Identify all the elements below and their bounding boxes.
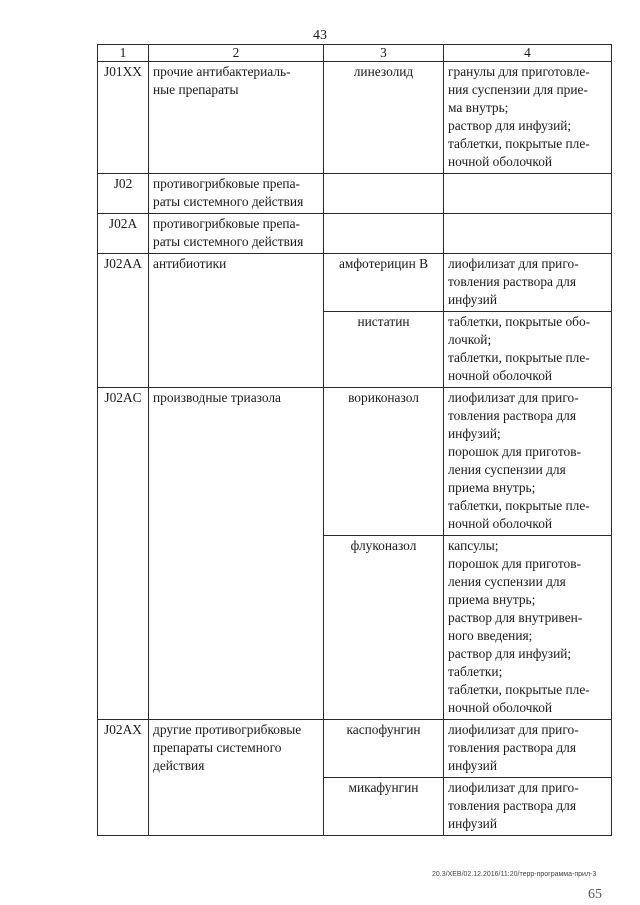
dosage-form-cell: гранулы для приготовле- ния суспензии для прие- ма внутрь; раствор для инфузий; таблетки, покрытые пле- ночной оболочкой xyxy=(444,62,612,174)
dosage-form-cell: лиофилизат для приго- товления раствора для инфузий xyxy=(444,720,612,778)
table-row xyxy=(98,388,612,536)
drug-name-cell: флуконазол xyxy=(324,536,444,720)
group-name-cell: производные триазола xyxy=(149,388,324,720)
drug-table xyxy=(97,44,612,836)
footer-reference: 20.3/ХЕВ/02.12.2016/11:20/терр-программа-прил-3 xyxy=(432,871,597,878)
header-cell: 4 xyxy=(444,45,612,62)
drug-name-cell: каспофунгин xyxy=(324,720,444,778)
atc-code-cell: J02 xyxy=(98,174,149,214)
corner-number: 65 xyxy=(588,887,602,902)
dosage-form-cell: таблетки, покрытые обо- лочкой; таблетки, покрытые пле- ночной оболочкой xyxy=(444,312,612,388)
header-row xyxy=(98,45,612,62)
drug-name-cell: линезолид xyxy=(324,62,444,174)
drug-name-cell: микафунгин xyxy=(324,778,444,836)
dosage-form-cell xyxy=(444,214,612,254)
group-name-cell: противогрибковые препа- раты системного действия xyxy=(149,174,324,214)
group-name-cell: прочие антибактериаль- ные препараты xyxy=(149,62,324,174)
table-row xyxy=(98,214,612,254)
table-row xyxy=(98,254,612,312)
table-row xyxy=(98,174,612,214)
drug-name-cell: амфотерицин В xyxy=(324,254,444,312)
table-row xyxy=(98,720,612,778)
dosage-form-cell: лиофилизат для приго- товления раствора для инфузий xyxy=(444,254,612,312)
group-name-cell: противогрибковые препа- раты системного действия xyxy=(149,214,324,254)
page-number: 43 xyxy=(313,28,327,43)
header-cell: 1 xyxy=(98,45,149,62)
header-cell: 3 xyxy=(324,45,444,62)
drug-name-cell xyxy=(324,174,444,214)
drug-name-cell xyxy=(324,214,444,254)
atc-code-cell: J02AC xyxy=(98,388,149,720)
drug-name-cell: нистатин xyxy=(324,312,444,388)
dosage-form-cell: капсулы; порошок для приготов- ления суспензии для приема внутрь; раствор для внутривен- ного введения; раствор для инфузий; таблетки; таблетки, покрытые пле- ночной оболочкой xyxy=(444,536,612,720)
atc-code-cell: J02A xyxy=(98,214,149,254)
atc-code-cell: J02AX xyxy=(98,720,149,836)
dosage-form-cell xyxy=(444,174,612,214)
atc-code-cell: J01XX xyxy=(98,62,149,174)
dosage-form-cell: лиофилизат для приго- товления раствора для инфузий; порошок для приготов- ления суспензии для приема внутрь; таблетки, покрытые пле- ночной оболочкой xyxy=(444,388,612,536)
table-row xyxy=(98,62,612,174)
group-name-cell: антибиотики xyxy=(149,254,324,388)
group-name-cell: другие противогрибковые препараты системного действия xyxy=(149,720,324,836)
header-cell: 2 xyxy=(149,45,324,62)
drug-name-cell: вориконазол xyxy=(324,388,444,536)
dosage-form-cell: лиофилизат для приго- товления раствора для инфузий xyxy=(444,778,612,836)
atc-code-cell: J02AA xyxy=(98,254,149,388)
